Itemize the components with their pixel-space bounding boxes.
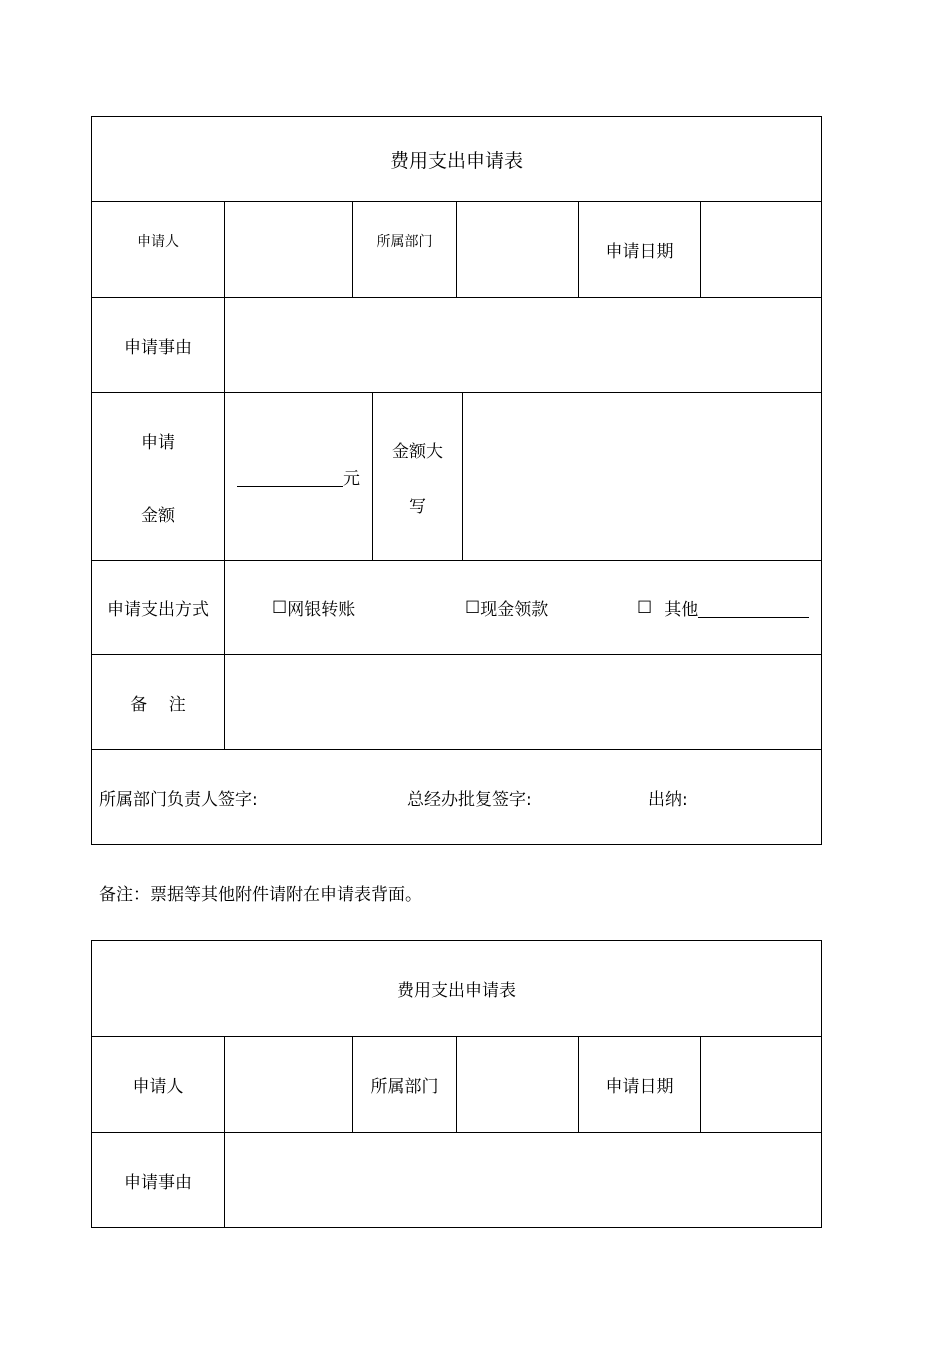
option-cash-label: 现金领款 [480, 600, 549, 620]
expense-form-2 [91, 940, 822, 1228]
department-label: 所属部门 [352, 202, 456, 297]
amount-caps-line1: 金额大 [392, 441, 443, 462]
date-input[interactable] [700, 1037, 821, 1132]
option-bank-label: 网银转账 [287, 600, 356, 620]
amount-caps-line2: 写 [409, 496, 426, 517]
department-input[interactable] [456, 1037, 578, 1132]
amount-row [92, 392, 821, 560]
applicant-input[interactable] [224, 1037, 352, 1132]
checkbox-icon[interactable]: ☐ [465, 597, 481, 618]
applicant-label: 申请人 [137, 233, 179, 250]
department-input[interactable] [456, 202, 578, 297]
reason-label: 申请事由 [124, 337, 192, 358]
form-title-row [92, 941, 821, 1036]
option-other[interactable] [637, 561, 809, 654]
applicant-input[interactable] [224, 202, 352, 297]
payment-options [224, 561, 821, 654]
signature-row [92, 749, 821, 844]
option-other-label: 其他 [664, 600, 699, 620]
amount-label [92, 393, 224, 560]
amount-input[interactable] [224, 393, 372, 560]
remark-input[interactable] [224, 655, 821, 749]
form-title: 费用支出申请表 [389, 149, 523, 172]
date-label: 申请日期 [578, 1037, 700, 1132]
form-title-row [92, 117, 821, 201]
amount-label-line1: 申请 [141, 432, 175, 453]
reason-label: 申请事由 [124, 1172, 192, 1193]
sign-dept-head: 所属部门负责人签字: [99, 789, 258, 810]
amount-label-line2: 金额 [141, 505, 175, 526]
option-cash[interactable] [465, 561, 548, 654]
applicant-row [92, 1036, 821, 1132]
form-title: 费用支出申请表 [397, 981, 516, 1001]
sign-gm-office: 总经办批复签字: [407, 789, 532, 810]
checkbox-icon[interactable]: ☐ [637, 597, 653, 618]
amount-caps-input[interactable] [462, 393, 821, 560]
expense-form-1 [91, 116, 822, 845]
reason-input[interactable] [224, 1133, 821, 1227]
other-blank-line[interactable] [698, 597, 809, 618]
date-input[interactable] [700, 202, 821, 297]
option-bank-transfer[interactable] [272, 561, 355, 654]
footnote: 备注：票据等其他附件请附在申请表背面。 [99, 885, 422, 905]
applicant-label: 申请人 [132, 1077, 184, 1097]
department-label: 所属部门 [352, 1037, 456, 1132]
amount-blank-line [237, 466, 343, 487]
amount-unit: 元 [343, 469, 360, 489]
payment-method-row [92, 560, 821, 654]
sign-cashier: 出纳: [648, 789, 688, 810]
amount-caps-label [372, 393, 462, 560]
reason-row [92, 1132, 821, 1227]
applicant-row [92, 201, 821, 297]
date-label: 申请日期 [578, 202, 700, 297]
reason-row [92, 297, 821, 392]
remark-row [92, 654, 821, 749]
remark-label: 备 注 [130, 694, 186, 715]
reason-input[interactable] [224, 298, 821, 392]
checkbox-icon[interactable]: ☐ [272, 597, 288, 618]
payment-method-label: 申请支出方式 [107, 600, 209, 620]
